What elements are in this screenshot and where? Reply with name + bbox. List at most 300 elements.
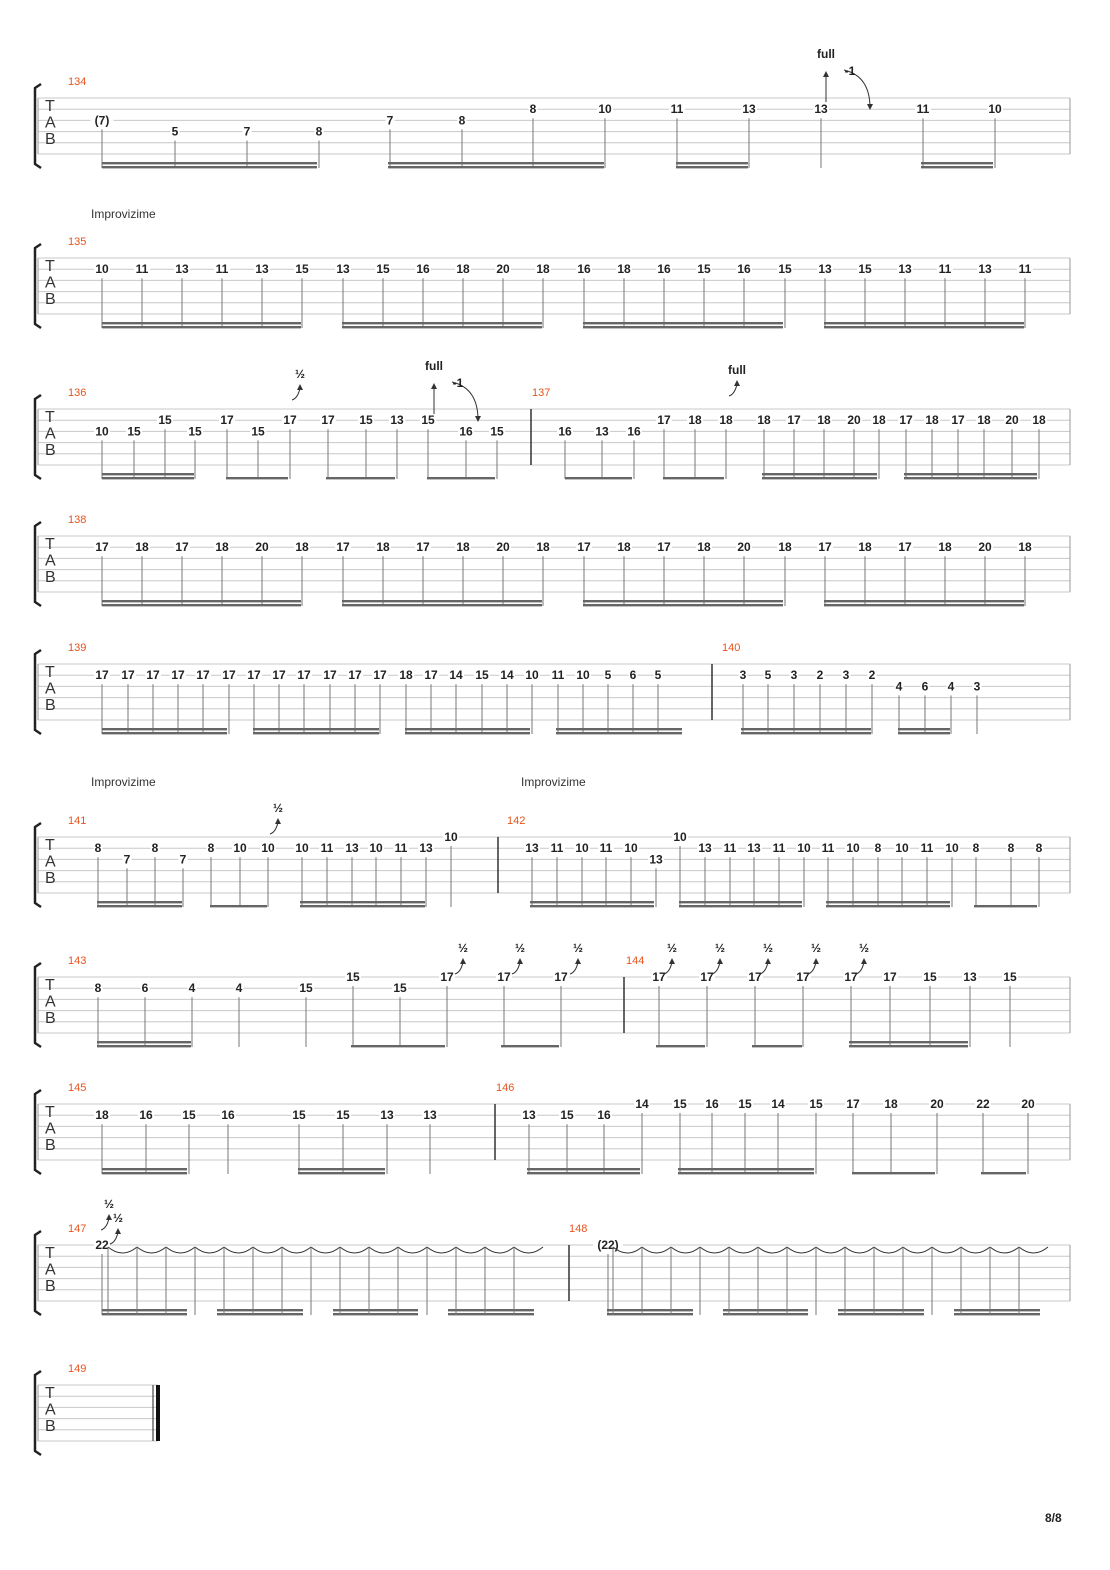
bend-arrow-icon [861, 958, 867, 964]
fret-number: 17 [844, 970, 858, 984]
tab-clef-letter: B [45, 131, 56, 148]
fret-number: 18 [536, 540, 550, 555]
note-beam [723, 1313, 808, 1315]
fret-number: 18 [295, 540, 309, 555]
fret-number: 20 [1005, 413, 1019, 428]
note-beam [405, 732, 530, 734]
note-beam [102, 477, 194, 479]
bend-amount: full [425, 359, 443, 373]
note-beam [678, 1168, 814, 1170]
bar-number: 134 [68, 76, 87, 88]
bar-number: 148 [569, 1223, 588, 1235]
bend-arrow-icon [297, 384, 303, 390]
note-beam [333, 1309, 418, 1311]
fret-number: 7 [243, 124, 251, 139]
bend-marking [760, 941, 773, 974]
fret-number: 20 [737, 540, 751, 555]
fret-number: 3 [739, 668, 747, 683]
note-beam [210, 905, 267, 907]
tie-arc [108, 1247, 137, 1253]
fret-number: 10 [797, 841, 811, 856]
note-beam [102, 326, 301, 328]
note-beam [678, 1172, 814, 1174]
fret-number: 11 [550, 841, 564, 856]
fret-number: 18 [617, 540, 631, 555]
fret-number: 18 [688, 413, 702, 428]
fret-number: 4 [235, 981, 243, 996]
bend-marking [455, 941, 468, 974]
fret-number: 15 [299, 981, 313, 996]
fret-number: 11 [1018, 262, 1032, 277]
fret-number: 10 [988, 102, 1002, 117]
fret-number: 11 [772, 841, 786, 856]
fret-number: 16 [577, 262, 591, 277]
note-beam [752, 1045, 802, 1047]
tab-clef-letter: T [45, 98, 55, 115]
fret-number: 15 [809, 1097, 823, 1111]
note-beam [838, 1313, 924, 1315]
release-arrow-icon [475, 416, 481, 422]
bar-number: 139 [68, 642, 87, 654]
fret-number: 3 [790, 668, 798, 683]
tab-clef-letter: T [45, 837, 55, 854]
note-beam [298, 1172, 385, 1174]
note-beam [342, 604, 542, 606]
note-beam [427, 477, 495, 479]
tab-clef-letter: T [45, 1245, 55, 1262]
fret-number: 17 [348, 668, 362, 683]
tab-clef-letter: A [45, 680, 56, 698]
fret-number: 8 [874, 841, 882, 856]
tie-arc [1019, 1247, 1048, 1253]
fret-number: 15 [393, 981, 407, 996]
fret-number: 17 [272, 668, 286, 683]
note-beam [679, 905, 802, 907]
fret-number: 17 [796, 970, 810, 984]
tab-clef-letter: B [45, 697, 56, 714]
fret-number: 18 [938, 540, 952, 555]
note-beam [679, 901, 802, 903]
fret-number: 15 [560, 1108, 574, 1123]
fret-number: 14 [449, 668, 463, 683]
note-beam [448, 1313, 534, 1315]
fret-number: 15 [336, 1108, 350, 1123]
fret-number: 2 [868, 668, 876, 683]
tie-arc [758, 1247, 787, 1253]
note-beam [824, 326, 1024, 328]
fret-number: 13 [649, 852, 663, 867]
fret-number: 18 [757, 413, 771, 428]
tab-clef-letter: A [45, 1401, 56, 1419]
bend-arrow-icon [431, 383, 437, 389]
fret-number: 7 [123, 852, 131, 867]
tab-clef-letter: A [45, 853, 56, 871]
fret-number: 15 [858, 262, 872, 277]
fret-number: 17 [846, 1097, 860, 1111]
note-beam [102, 604, 301, 606]
tab-system [35, 207, 1070, 328]
note-beam [226, 477, 288, 479]
note-beam [217, 1309, 303, 1311]
tie-arc [816, 1247, 845, 1253]
release-amount: -1 [452, 376, 464, 390]
note-beam [898, 732, 950, 734]
tab-system [35, 775, 1070, 907]
fret-number: 17 [748, 970, 762, 984]
note-beam [583, 600, 783, 602]
note-beam [981, 1172, 1026, 1174]
fret-number: 18 [925, 413, 939, 428]
fret-number: 18 [719, 413, 733, 428]
fret-number: 18 [215, 540, 229, 555]
fret-number: 11 [320, 841, 334, 856]
bar-number: 143 [68, 955, 87, 967]
fret-number: 13 [522, 1108, 536, 1123]
tie-arc [845, 1247, 874, 1253]
bend-marking [728, 363, 746, 396]
fret-number: 4 [947, 679, 955, 694]
fret-number: 17 [652, 970, 666, 984]
fret-number: (7) [94, 113, 110, 128]
fret-number: 17 [95, 540, 109, 555]
fret-number: 17 [121, 668, 135, 683]
note-beam [97, 901, 182, 903]
fret-number: 17 [657, 540, 671, 555]
tie-arc [787, 1247, 816, 1253]
fret-number: 15 [188, 424, 202, 439]
note-beam [448, 1309, 534, 1311]
note-beam [527, 1168, 640, 1170]
fret-number: 13 [255, 262, 269, 277]
note-beam [300, 901, 425, 903]
fret-number: 5 [654, 668, 662, 683]
fret-number: 13 [380, 1108, 394, 1123]
bend-arrow-icon [275, 818, 281, 824]
note-beam [97, 1045, 191, 1047]
fret-number: 13 [345, 841, 359, 856]
fret-number: 17 [95, 668, 109, 683]
fret-number: 5 [764, 668, 772, 683]
note-beam [904, 477, 1037, 479]
fret-number: 17 [787, 413, 801, 428]
tie-arc [195, 1247, 224, 1253]
note-beam [741, 732, 871, 734]
note-beam [607, 1313, 693, 1315]
note-beam [676, 166, 748, 168]
fret-number: 11 [920, 841, 934, 856]
note-beam [824, 600, 1024, 602]
fret-number: 13 [175, 262, 189, 277]
bend-arrow-icon [575, 958, 581, 964]
fret-number: 15 [359, 413, 373, 428]
fret-number: 11 [670, 102, 684, 117]
tab-clef-letter: T [45, 664, 55, 681]
tab-clef-letter: B [45, 1278, 56, 1295]
fret-number: 15 [778, 262, 792, 277]
fret-number: 2 [816, 668, 824, 683]
fret-number: 10 [598, 102, 612, 117]
fret-number: 13 [978, 262, 992, 277]
fret-number: 13 [747, 841, 761, 856]
fret-number: 15 [673, 1097, 687, 1111]
tab-clef-letter: A [45, 1120, 56, 1138]
tab-clef-letter: A [45, 425, 56, 443]
tab-clef-letter: A [45, 552, 56, 570]
fret-number: 16 [416, 262, 430, 277]
fret-number: 13 [814, 102, 828, 117]
fret-number: 20 [930, 1097, 944, 1111]
bar-number: 146 [496, 1082, 515, 1094]
note-beam [921, 166, 993, 168]
fret-number: 17 [951, 413, 965, 428]
fret-number: 8 [94, 981, 102, 996]
bend-marking [808, 941, 821, 974]
fret-number: 17 [424, 668, 438, 683]
fret-number: 16 [627, 424, 641, 439]
tab-clef-letter: T [45, 1104, 55, 1121]
bar-number: 138 [68, 514, 87, 526]
fret-number: 10 [95, 262, 109, 277]
fret-number: 18 [858, 540, 872, 555]
fret-number: 17 [440, 970, 454, 984]
fret-number: 18 [884, 1097, 898, 1111]
tab-clef-letter: T [45, 409, 55, 426]
note-beam [974, 905, 1037, 907]
tie-arc [398, 1247, 427, 1253]
fret-number: 16 [657, 262, 671, 277]
bar-number: 142 [507, 815, 526, 827]
fret-number: 15 [251, 424, 265, 439]
note-beam [102, 1168, 187, 1170]
fret-number: 20 [496, 540, 510, 555]
tie-arc [311, 1247, 340, 1253]
fret-number: 18 [817, 413, 831, 428]
fret-number: 17 [336, 540, 350, 555]
fret-number: 15 [158, 413, 172, 428]
bend-amount: full [817, 47, 835, 61]
note-beam [565, 477, 632, 479]
fret-number: 15 [697, 262, 711, 277]
fret-number: 10 [895, 841, 909, 856]
fret-number: 15 [376, 262, 390, 277]
tie-arc [137, 1247, 166, 1253]
fret-number: 15 [127, 424, 141, 439]
tie-arc [282, 1247, 311, 1253]
note-beam [762, 477, 877, 479]
fret-number: 17 [657, 413, 671, 428]
note-beam [253, 728, 379, 730]
bend-marking [712, 941, 725, 974]
fret-number: 15 [475, 668, 489, 683]
fret-number: 17 [321, 413, 335, 428]
bend-arrow-icon [517, 958, 523, 964]
note-beam [102, 600, 301, 602]
fret-number: 15 [346, 970, 360, 984]
tie-arc [642, 1247, 671, 1253]
fret-number: 18 [778, 540, 792, 555]
fret-number: 17 [171, 668, 185, 683]
tab-system [35, 387, 1070, 479]
note-beam [723, 1309, 808, 1311]
note-beam [342, 326, 542, 328]
bend-amount: ½ [514, 941, 526, 955]
fret-number: 13 [419, 841, 433, 856]
fret-number: 15 [923, 970, 937, 984]
fret-number: 18 [697, 540, 711, 555]
note-beam [342, 322, 542, 324]
bar-number: 145 [68, 1082, 87, 1094]
note-beam [326, 477, 395, 479]
note-beam [102, 166, 317, 168]
note-beam [530, 901, 654, 903]
tie-arc [369, 1247, 398, 1253]
tie-arc [340, 1247, 369, 1253]
note-beam [583, 604, 783, 606]
note-beam [852, 1172, 935, 1174]
fret-number: 15 [182, 1108, 196, 1123]
fret-number: 18 [617, 262, 631, 277]
fret-number: 15 [295, 262, 309, 277]
tab-clef-letter: B [45, 291, 56, 308]
fret-number: 8 [1007, 841, 1015, 856]
fret-number: 10 [624, 841, 638, 856]
fret-number: 8 [207, 841, 215, 856]
fret-number: (22) [597, 1238, 619, 1252]
fret-number: 17 [818, 540, 832, 555]
bar-number: 147 [68, 1223, 87, 1235]
bar-number: 137 [532, 387, 551, 399]
fret-number: 6 [629, 668, 637, 683]
fret-number: 17 [323, 668, 337, 683]
fret-number: 10 [576, 668, 590, 683]
fret-number: 14 [500, 668, 514, 683]
bar-number: 141 [68, 815, 87, 827]
fret-number: 3 [842, 668, 850, 683]
note-beam [102, 1172, 187, 1174]
tab-clef-letter: B [45, 1418, 56, 1435]
bend-marking [570, 941, 583, 974]
fret-number: 20 [496, 262, 510, 277]
tie-arc [166, 1247, 195, 1253]
fret-number: 10 [295, 841, 309, 856]
tab-system [35, 1363, 158, 1455]
bend-arrow-icon [765, 958, 771, 964]
note-beam [217, 1313, 303, 1315]
fret-number: 16 [737, 262, 751, 277]
note-beam [102, 473, 194, 475]
bend-amount: ½ [810, 941, 822, 955]
note-beam [849, 1041, 968, 1043]
tie-arc [729, 1247, 758, 1253]
bar-number: 144 [626, 955, 645, 967]
fret-number: 17 [497, 970, 511, 984]
tab-system [35, 1082, 1070, 1174]
fret-number: 11 [135, 262, 149, 277]
fret-number: 11 [394, 841, 408, 856]
page-number: 8/8 [1045, 1511, 1062, 1525]
tab-clef-letter: B [45, 1010, 56, 1027]
fret-number: 17 [898, 540, 912, 555]
tab-clef-letter: T [45, 1385, 55, 1402]
bend-amount: ½ [294, 367, 306, 381]
bend-arrow-icon [734, 380, 740, 386]
note-beam [583, 326, 783, 328]
note-beam [102, 1313, 187, 1315]
fret-number: 10 [369, 841, 383, 856]
fret-number: 14 [635, 1097, 649, 1111]
release-marking [817, 47, 873, 110]
note-beam [656, 1045, 705, 1047]
fret-number: 5 [171, 124, 179, 139]
note-beam [954, 1309, 1040, 1311]
fret-number: 11 [215, 262, 229, 277]
fret-number: 18 [1032, 413, 1046, 428]
improv-annotation: Improvizime [91, 775, 156, 789]
tie-arc [485, 1247, 514, 1253]
fret-number: 16 [459, 424, 473, 439]
fret-number: 13 [390, 413, 404, 428]
improv-annotation: Improvizime [91, 207, 156, 221]
fret-number: 18 [1018, 540, 1032, 555]
bend-arrow-icon [106, 1214, 112, 1220]
fret-number: 10 [673, 830, 687, 844]
note-beam [342, 600, 542, 602]
fret-number: 15 [292, 1108, 306, 1123]
note-beam [904, 473, 1037, 475]
fret-number: 13 [898, 262, 912, 277]
tie-arc [903, 1247, 932, 1253]
tab-clef-letter: T [45, 258, 55, 275]
fret-number: 17 [297, 668, 311, 683]
fret-number: 10 [233, 841, 247, 856]
bend-marking [110, 1211, 123, 1244]
tab-clef-letter: B [45, 442, 56, 459]
bend-arrow-icon [669, 958, 675, 964]
note-beam [898, 728, 950, 730]
bend-amount: ½ [666, 941, 678, 955]
tab-clef-letter: A [45, 114, 56, 132]
note-beam [826, 901, 950, 903]
fret-number: 20 [255, 540, 269, 555]
release-amount: -1 [844, 64, 856, 78]
fret-number: 11 [551, 668, 565, 683]
bend-amount: ½ [714, 941, 726, 955]
fret-number: 17 [283, 413, 297, 428]
bend-marking [512, 941, 525, 974]
improv-annotation: Improvizime [521, 775, 586, 789]
fret-number: 17 [146, 668, 160, 683]
fret-number: 13 [525, 841, 539, 856]
tab-clef-letter: B [45, 870, 56, 887]
note-beam [826, 905, 950, 907]
fret-number: 20 [978, 540, 992, 555]
note-beam [333, 1313, 418, 1315]
bend-arrow-icon [460, 958, 466, 964]
note-beam [676, 162, 748, 164]
fret-number: 13 [963, 970, 977, 984]
fret-number: 20 [847, 413, 861, 428]
bend-amount: ½ [762, 941, 774, 955]
fret-number: 13 [423, 1108, 437, 1123]
fret-number: 15 [490, 424, 504, 439]
tab-clef-letter: T [45, 977, 55, 994]
bend-amount: ½ [572, 941, 584, 955]
fret-number: 10 [261, 841, 275, 856]
tie-arc [874, 1247, 903, 1253]
note-beam [388, 162, 604, 164]
note-beam [97, 1041, 191, 1043]
tie-arc [253, 1247, 282, 1253]
